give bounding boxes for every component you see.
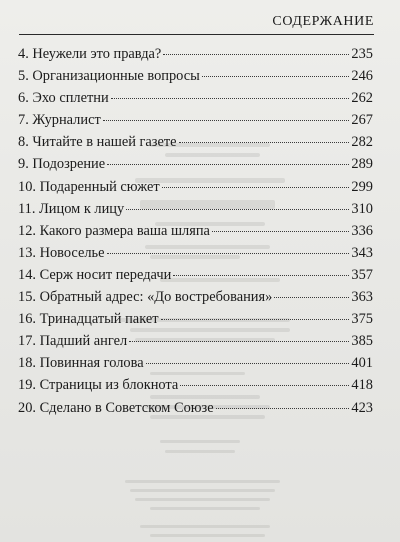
toc-dot-leader [274,297,349,298]
toc-entry [18,308,373,330]
toc-dot-leader [129,341,349,342]
toc-entry-page: 375 [351,311,373,328]
toc-entry-page: 267 [351,112,373,129]
toc-entry-title: 4. Неужели это правда? [18,46,162,62]
toc-entry-title: 7. Журналист [18,112,101,129]
toc-entry-page: 363 [351,289,373,306]
toc-dot-leader [126,209,349,210]
toc-entry-title: 20. Сделано в Советском Союзе [18,399,214,416]
toc-entry-title: 12. Какого размера ваша шляпа [18,222,210,239]
toc-entry [18,198,373,220]
toc-entry-page: 423 [351,399,373,416]
toc-dot-leader [162,187,350,188]
toc-entry [18,153,373,175]
toc-entry-page: 262 [351,90,373,107]
toc-entry-page: 343 [351,244,373,261]
toc-entry [18,264,373,286]
toc-dot-leader [161,319,350,320]
toc-entry [18,176,373,198]
toc-dot-leader [212,231,349,232]
toc-entry-page: 282 [351,134,373,151]
toc-dot-leader [146,363,350,364]
toc-entry [18,65,373,87]
toc-dot-leader [163,54,349,55]
toc-entry [18,352,373,374]
toc-dot-leader [107,253,350,254]
toc-entry [18,397,373,419]
toc-dot-leader [216,408,350,409]
toc-entry-title: 15. Обратный адрес: «До востребования» [18,289,273,306]
toc-entry [18,109,373,131]
toc-entry [18,87,373,109]
toc-entry [18,131,373,153]
toc-dot-leader [179,142,350,143]
header-rule [19,34,374,35]
toc-entry-title: 11. Лицом к лицу [18,200,125,217]
toc-entry [18,374,373,396]
toc-entry-page: 235 [351,46,373,62]
toc-entry-page: 246 [351,68,373,85]
toc-entry-title: 14. Серж носит передачи [18,266,172,283]
toc-entry-page: 299 [351,178,373,195]
toc-entry-title: 18. Повинная голова [18,355,144,372]
toc-entry-title: 16. Тринадцатый пакет [18,311,159,328]
toc-dot-leader [180,385,349,386]
toc-entry-title: 6. Эхо сплетни [18,90,109,107]
toc-entry-title: 9. Подозрение [18,156,106,173]
toc-dot-leader [103,120,350,121]
toc-dot-leader [111,98,350,99]
toc-entry-page: 385 [351,333,373,350]
toc-entry-page: 289 [351,156,373,173]
running-header: СОДЕРЖАНИЕ [272,14,374,29]
toc-entry-page: 401 [351,355,373,372]
toc-entry-title: 13. Новоселье [18,244,105,261]
toc-entry-title: 10. Подаренный сюжет [18,178,160,195]
toc-entry-page: 418 [351,377,373,394]
toc-entry [18,220,373,242]
toc-entry [18,286,373,308]
toc-entry [18,43,373,65]
toc-entry-title: 5. Организационные вопросы [18,68,200,85]
toc-dot-leader [173,275,349,276]
toc-entry [18,242,373,264]
toc-entry-title: 8. Читайте в нашей газете [18,134,177,151]
toc-entry-title: 19. Страницы из блокнота [18,377,179,394]
toc-entry-page: 357 [351,266,373,283]
toc-entry-title: 17. Падший ангел [18,333,128,350]
toc-entry-page: 336 [351,222,373,239]
table-of-contents [18,43,373,419]
toc-entry [18,330,373,352]
toc-dot-leader [107,164,349,165]
toc-dot-leader [202,76,350,77]
toc-entry-page: 310 [351,200,373,217]
